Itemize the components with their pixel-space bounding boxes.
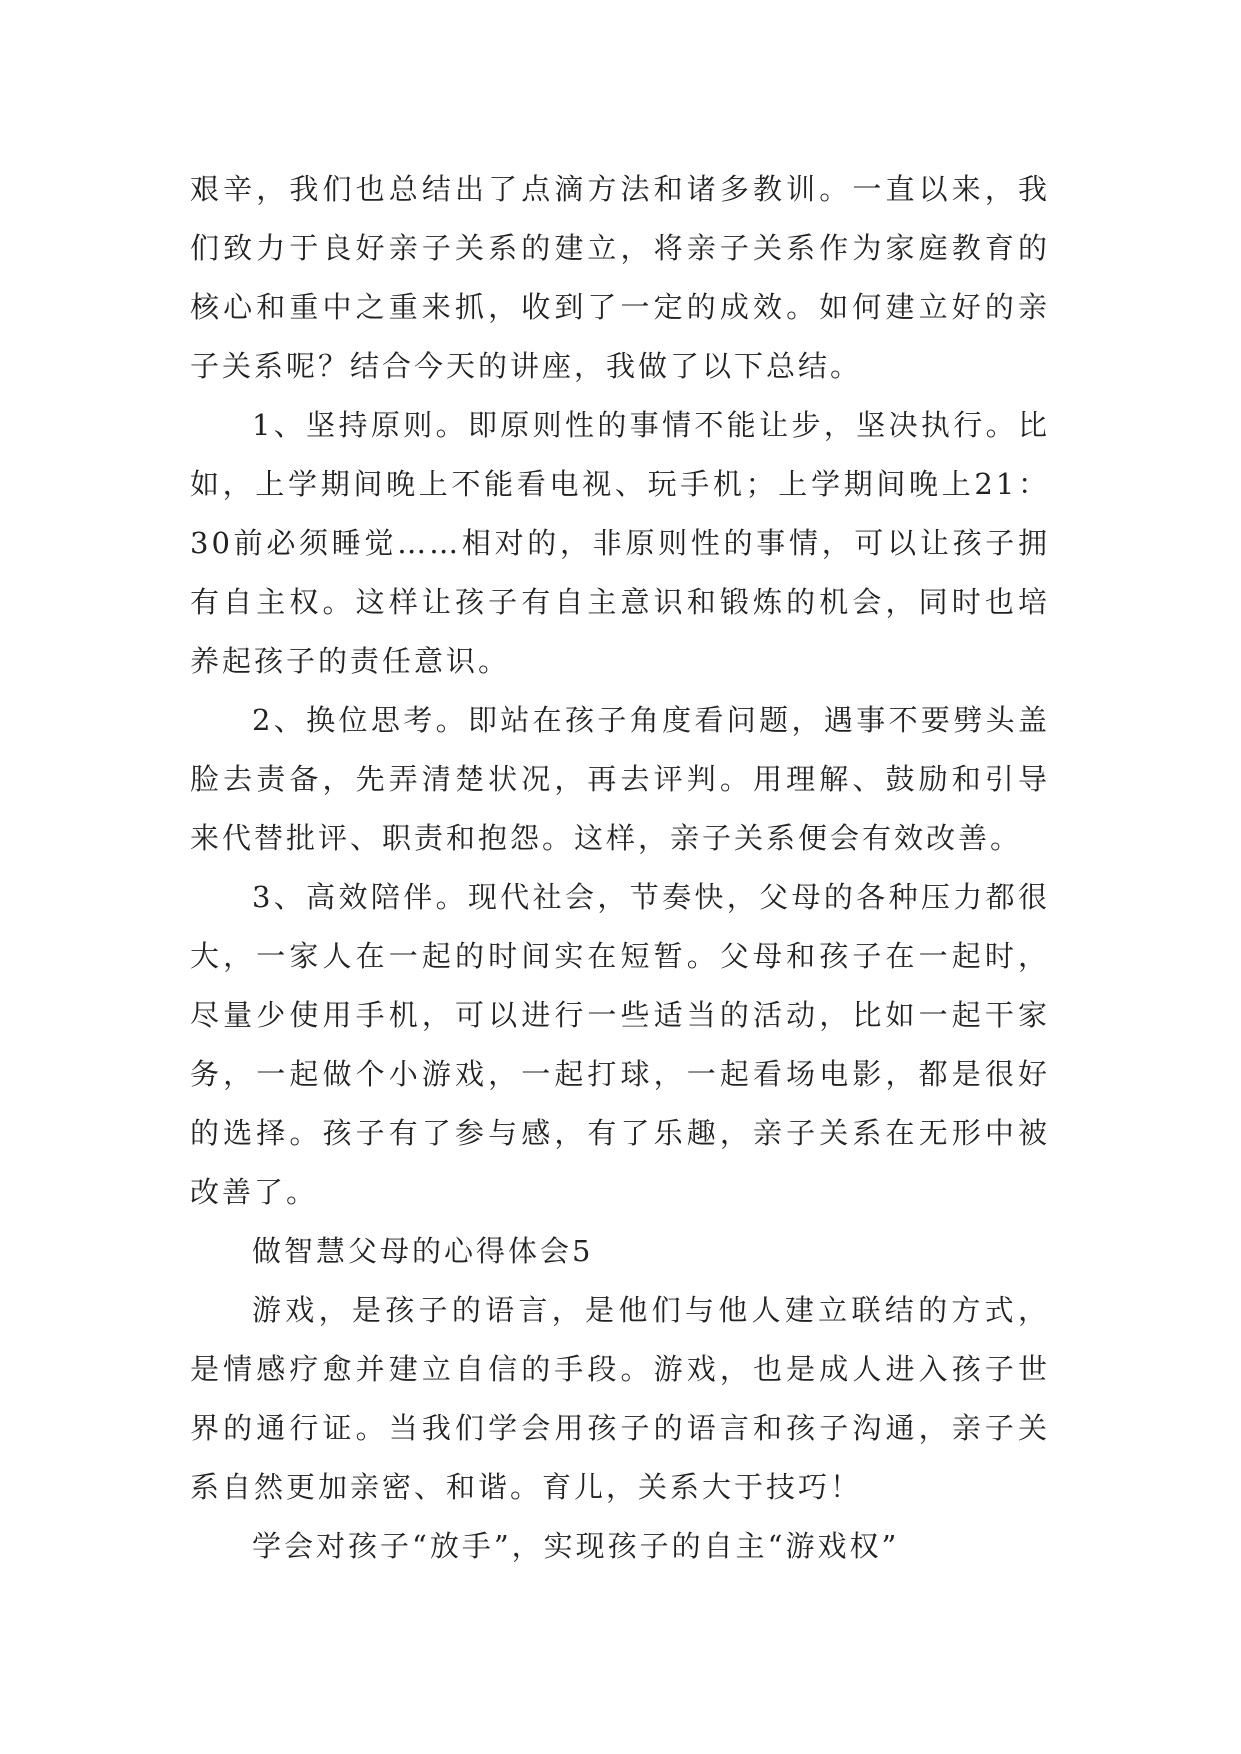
- document-body: [190, 160, 1050, 1576]
- paragraph-point-1: 1、坚持原则。即原则性的事情不能让步，坚决执行。比如，上学期间晚上不能看电视、玩手机；上学期间晚上21：30前必须睡觉……相对的，非原则性的事情，可以让孩子拥有自主权。这样让孩子有自主意识和锻炼的机会，同时也培养起孩子的责任意识。: [190, 408, 1050, 678]
- paragraph-point-2: 2、换位思考。即站在孩子角度看问题，遇事不要劈头盖脸去责备，先弄清楚状况，再去评判。用理解、鼓励和引导来代替批评、职责和抱怨。这样，亲子关系便会有效改善。: [190, 703, 1050, 855]
- paragraph-section5-1: 游戏，是孩子的语言，是他们与他人建立联结的方式，是情感疗愈并建立自信的手段。游戏，也是成人进入孩子世界的通行证。当我们学会用孩子的语言和孩子沟通，亲子关系自然更加亲密、和谐。育儿，关系大于技巧！: [190, 1293, 1050, 1504]
- paragraph-intro-continued: 艰辛，我们也总结出了点滴方法和诸多教训。一直以来，我们致力于良好亲子关系的建立，将亲子关系作为家庭教育的核心和重中之重来抓，收到了一定的成效。如何建立好的亲子关系呢？结合今天的讲座，我做了以下总结。: [190, 172, 1050, 383]
- paragraph-section5-2: 学会对孩子“放手”，实现孩子的自主“游戏权”: [252, 1529, 900, 1563]
- section-title: 做智慧父母的心得体会5: [252, 1234, 594, 1268]
- paragraph-point-3: 3、高效陪伴。现代社会，节奏快，父母的各种压力都很大，一家人在一起的时间实在短暂。父母和孩子在一起时，尽量少使用手机，可以进行一些适当的活动，比如一起干家务，一起做个小游戏，一起打球，一起看场电影，都是很好的选择。孩子有了参与感，有了乐趣，亲子关系在无形中被改善了。: [190, 880, 1050, 1209]
